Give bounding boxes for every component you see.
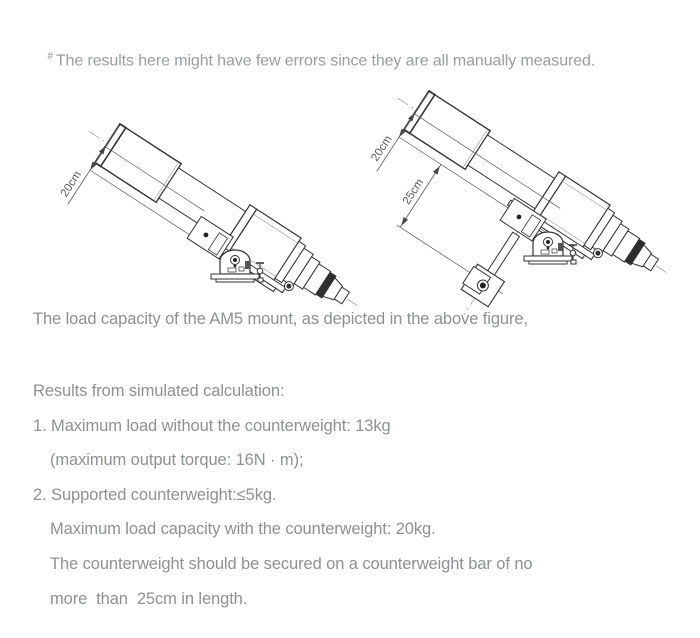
result-item-1-sub: (maximum output torque: 16N · m); — [50, 451, 304, 469]
result-item-2-sub1: Maximum load capacity with the counterweight: 20kg. — [50, 520, 436, 538]
result-item-2-sub2: The counterweight should be secured on a counterweight bar of no — [50, 555, 533, 573]
caption-line: The load capacity of the AM5 mount, as depicted in the above figure, — [33, 310, 528, 328]
figures-panel — [0, 60, 700, 315]
result-item-2-sub3: more than 25cm in length. — [50, 590, 248, 608]
disclaimer-text: The results here might have few errors since they are all manually measured. — [55, 52, 596, 70]
telescope-figures — [0, 60, 700, 315]
dim-label-20cm-right: 20cm — [369, 133, 395, 164]
figure-left — [49, 110, 371, 315]
result-item-2: 2. Supported counterweight:≤5kg. — [33, 486, 277, 504]
figure-right — [340, 77, 681, 315]
footnote-marker: # — [47, 51, 53, 62]
result-item-1: 1. Maximum load without the counterweight: 13kg — [33, 417, 391, 435]
dim-label-20cm-left: 20cm — [58, 169, 85, 200]
results-heading: Results from simulated calculation: — [33, 382, 285, 400]
dim-label-25cm: 25cm — [400, 176, 427, 207]
